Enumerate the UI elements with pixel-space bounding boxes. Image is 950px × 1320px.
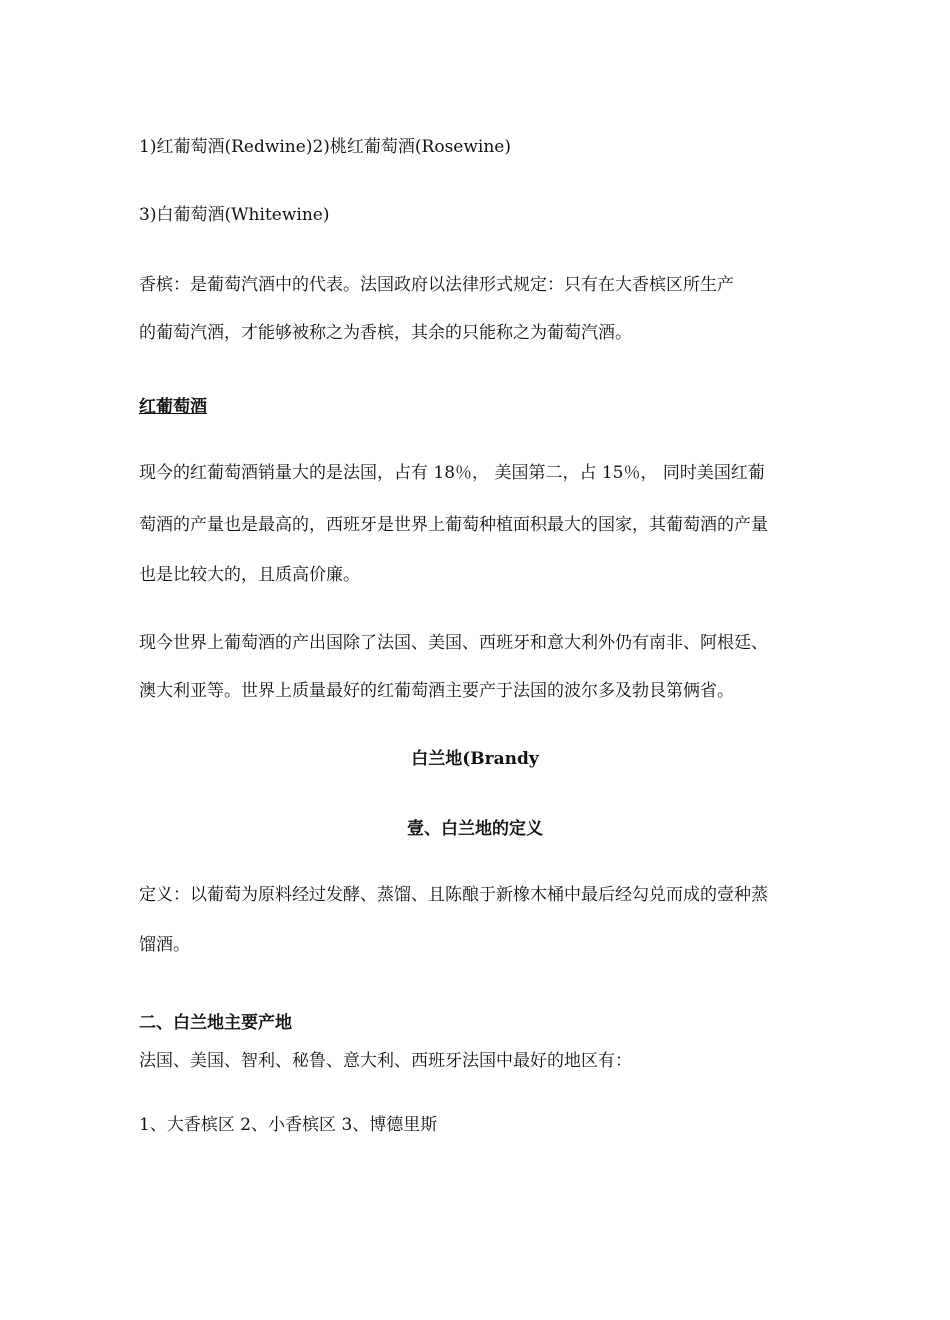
- red-wine-paragraph-line-2: 萄酒的产量也是最高的，西班牙是世界上葡萄种植面积最大的国家，其葡萄酒的产量: [139, 515, 768, 535]
- champagne-paragraph-line-2: 的葡萄汽酒，才能够被称之为香槟，其余的只能称之为葡萄汽酒。: [139, 323, 632, 343]
- definition-paragraph-line-1: 定义：以葡萄为原料经过发酵、蒸馏、且陈酿于新橡木桶中最后经勾兑而成的壹种蒸: [139, 885, 768, 905]
- brandy-regions-heading: 二、白兰地主要产地: [139, 1013, 292, 1033]
- producers-paragraph-line-2: 澳大利亚等。世界上质量最好的红葡萄酒主要产于法国的波尔多及勃艮第俩省。: [139, 681, 734, 701]
- brandy-title: 白兰地(Brandy: [411, 749, 539, 769]
- wine-types-line-1: 1)红葡萄酒(Redwine)2)桃红葡萄酒(Rosewine): [139, 137, 511, 157]
- brandy-definition-heading: 壹、白兰地的定义: [407, 819, 543, 839]
- red-wine-paragraph-line-3: 也是比较大的，且质高价廉。: [139, 565, 360, 585]
- best-regions-list: 1、大香槟区 2、小香槟区 3、博德里斯: [139, 1115, 438, 1135]
- producers-paragraph-line-1: 现今世界上葡萄酒的产出国除了法国、美国、西班牙和意大利外仍有南非、阿根廷、: [139, 633, 768, 653]
- definition-paragraph-line-2: 馏酒。: [139, 935, 190, 955]
- red-wine-heading: 红葡萄酒: [139, 397, 207, 417]
- wine-types-line-2: 3)白葡萄酒(Whitewine): [139, 205, 330, 225]
- regions-paragraph: 法国、美国、智利、秘鲁、意大利、西班牙法国中最好的地区有：: [139, 1051, 632, 1071]
- red-wine-paragraph-line-1: 现今的红葡萄酒销量大的是法国，占有 18％， 美国第二，占 15％， 同时美国红葡: [139, 463, 765, 483]
- champagne-paragraph-line-1: 香槟：是葡萄汽酒中的代表。法国政府以法律形式规定：只有在大香槟区所生产: [139, 275, 734, 295]
